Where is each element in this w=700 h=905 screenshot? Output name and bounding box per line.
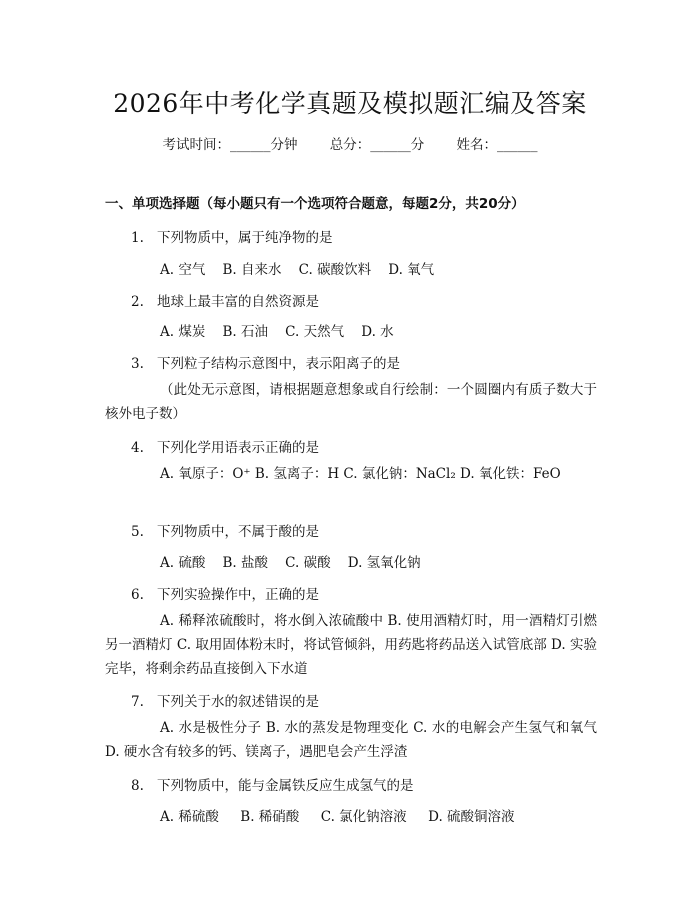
question-stem <box>131 583 319 603</box>
question-options: A. 硫酸 B. 盐酸 C. 碳酸 D. 氢氧化钠 <box>160 555 421 571</box>
question-stem <box>131 352 400 372</box>
question-number: 2. <box>131 294 144 310</box>
question-stem <box>131 690 319 710</box>
question-text: 下列粒子结构示意图中，表示阳离子的是 <box>157 356 400 372</box>
question-text: 下列关于水的叙述错误的是 <box>157 694 319 710</box>
question-text: 下列物质中，属于纯净物的是 <box>157 230 333 246</box>
total-score-field: 总分：______分 <box>329 137 425 153</box>
question-stem <box>131 436 319 456</box>
question-number: 7. <box>131 694 144 710</box>
exam-title: 2026年中考化学真题及模拟题汇编及答案 <box>113 89 587 118</box>
section-title: 一、单项选择题（每小题只有一个选项符合题意，每题2分，共20分） <box>105 196 525 212</box>
question-options: A. 空气 B. 自来水 C. 碳酸饮料 D. 氧气 <box>160 262 435 278</box>
question-number: 3. <box>131 356 144 372</box>
question-stem <box>131 520 319 540</box>
question-options: A. 氧原子：O⁺ B. 氢离子：H C. 氯化钠：NaCl₂ D. 氧化铁：FeO <box>160 466 561 482</box>
question-options: A. 煤炭 B. 石油 C. 天然气 D. 水 <box>160 324 394 340</box>
question-number: 6. <box>131 587 144 603</box>
question-text: 地球上最丰富的自然资源是 <box>157 294 319 310</box>
question-options: A. 水是极性分子 B. 水的蒸发是物理变化 C. 水的电解会产生氢气和氧气 D. 硬水含有较多的钙、镁离子，遇肥皂会产生浮渣 <box>105 720 597 760</box>
question-options: A. 稀释浓硫酸时，将水倒入浓硫酸中 B. 使用酒精灯时，用一酒精灯引燃另一酒精灯 C. 取用固体粉末时，将试管倾斜，用药匙将药品送入试管底部 D. 实验完毕，将剩余药品直接倒入下水道 <box>105 613 597 677</box>
question-note: （此处无示意图，请根据题意想象或自行绘制：一个圆圈内有质子数大于核外电子数） <box>105 382 597 422</box>
question-text: 下列物质中，能与金属铁反应生成氢气的是 <box>157 778 414 794</box>
question-text: 下列化学用语表示正确的是 <box>157 440 319 456</box>
question-text: 下列实验操作中，正确的是 <box>157 587 319 603</box>
question-text: 下列物质中，不属于酸的是 <box>157 524 319 540</box>
exam-info-line <box>0 133 700 153</box>
question-options: A. 稀硫酸 B. 稀硝酸 C. 氯化钠溶液 D. 硫酸铜溶液 <box>160 809 515 825</box>
question-number: 5. <box>131 524 144 540</box>
question-stem <box>131 774 414 794</box>
question-number: 8. <box>131 778 144 794</box>
name-field: 姓名：______ <box>456 137 538 153</box>
question-number: 4. <box>131 440 144 456</box>
question-stem <box>131 226 333 246</box>
exam-time-field: 考试时间：______分钟 <box>162 137 298 153</box>
question-number: 1. <box>131 230 144 246</box>
question-stem <box>131 290 319 310</box>
